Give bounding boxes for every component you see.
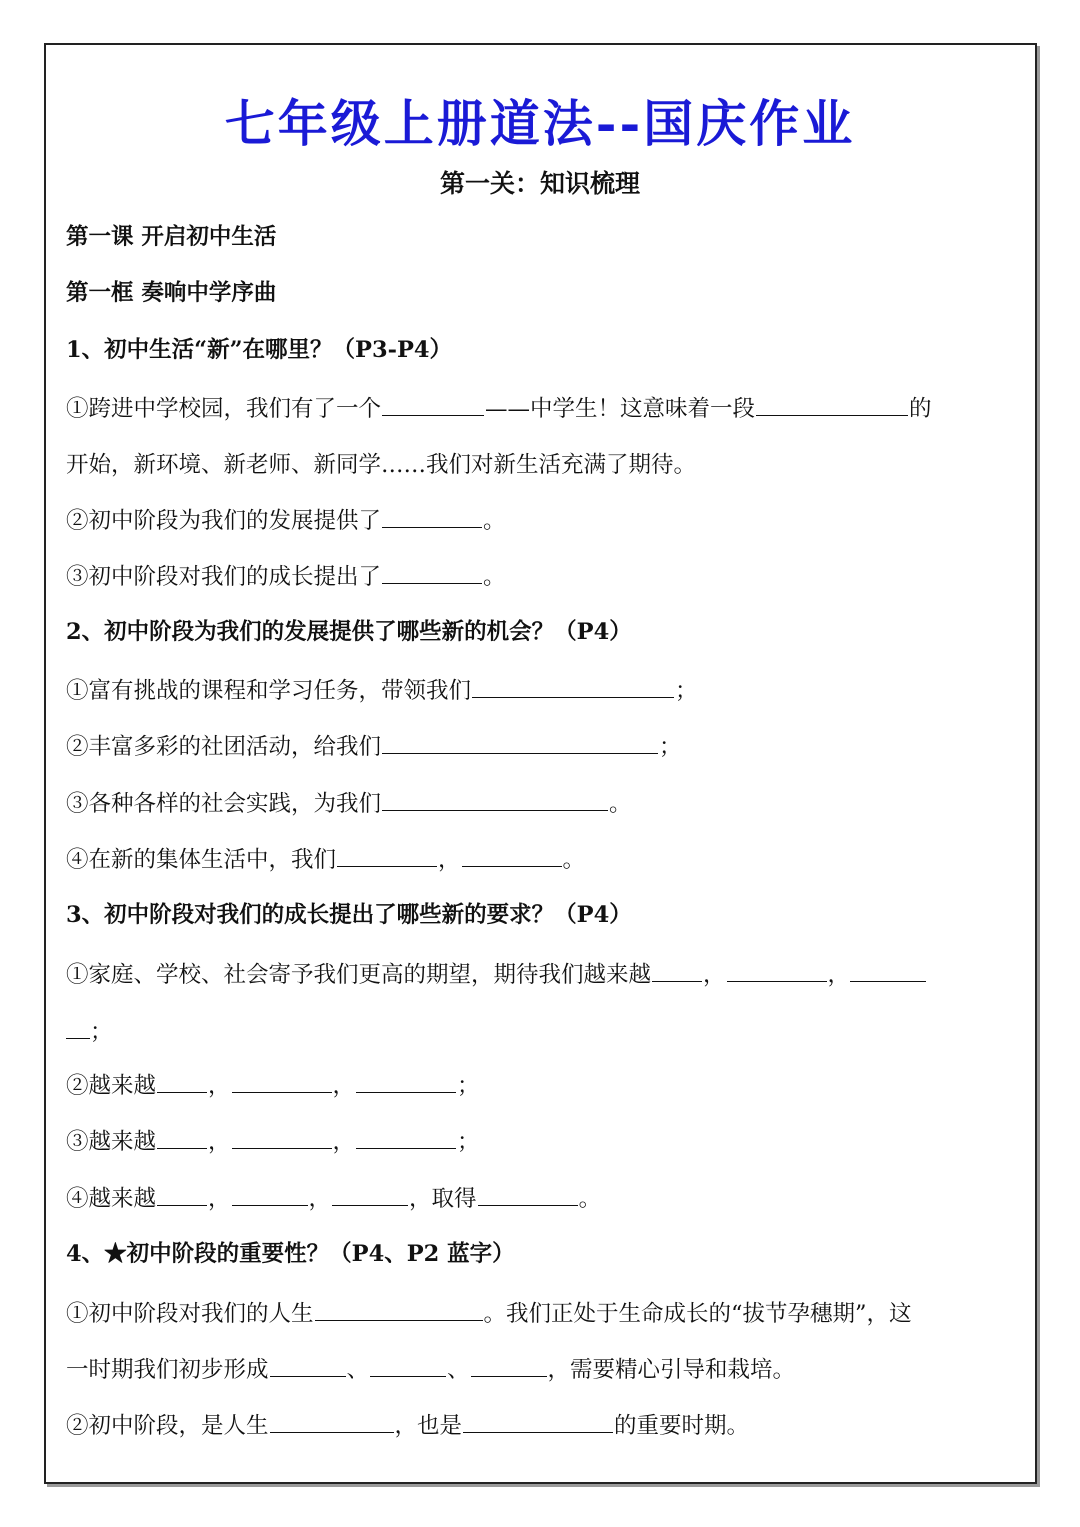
question-3-heading: 3、初中阶段对我们的成长提出了哪些新的要求？（P4） (66, 902, 632, 928)
question-4-heading: 4、★初中阶段的重要性？（P4、P2 蓝字） (66, 1241, 515, 1267)
answer-blank[interactable] (850, 959, 926, 982)
question-2-item-2: ②丰富多彩的社团活动，给我们 ； (66, 731, 682, 762)
answer-blank[interactable] (232, 1126, 332, 1149)
question-2-item-1: ①富有挑战的课程和学习任务，带领我们 ； (66, 675, 698, 706)
answer-blank[interactable] (462, 844, 562, 867)
answer-blank[interactable] (382, 393, 484, 416)
answer-blank[interactable] (232, 1070, 332, 1093)
answer-blank[interactable] (332, 1183, 408, 1206)
answer-blank[interactable] (270, 1410, 394, 1433)
page-title: 七年级上册道法--国庆作业 (224, 94, 856, 153)
question-2-item-3: ③各种各样的社会实践，为我们 。 (66, 788, 632, 819)
question-4-item-1-cont: 一时期我们初步形成 、 、 ，需要精心引导和栽培。 (66, 1354, 795, 1385)
answer-blank[interactable] (157, 1183, 207, 1206)
question-3-item-1-cont: ； (66, 1016, 113, 1047)
question-2-heading: 2、初中阶段为我们的发展提供了哪些新的机会？（P4） (66, 619, 632, 645)
answer-blank[interactable] (337, 844, 437, 867)
question-4-item-2: ②初中阶段，是人生 ，也是 的重要时期。 (66, 1410, 749, 1441)
question-1-heading: 1、初中生活“新”在哪里？（P3-P4） (66, 337, 453, 363)
question-3-item-1: ①家庭、学校、社会寄予我们更高的期望，期待我们越来越 ， ， (66, 959, 926, 990)
answer-blank[interactable] (756, 393, 908, 416)
answer-blank[interactable] (478, 1183, 578, 1206)
answer-blank[interactable] (463, 1410, 613, 1433)
answer-blank[interactable] (382, 561, 482, 584)
answer-blank[interactable] (157, 1126, 207, 1149)
question-1-item-1-cont: 开始，新环境、新老师、新同学……我们对新生活充满了期待。 (66, 452, 697, 478)
answer-blank[interactable] (370, 1354, 446, 1377)
question-1-item-1: ①跨进中学校园，我们有了一个 ——中学生！这意味着一段 的 (66, 393, 932, 424)
question-3-item-2: ②越来越 ， ， ； (66, 1070, 480, 1101)
page-subtitle: 第一关：知识梳理 (439, 169, 640, 198)
question-4-item-1: ①初中阶段对我们的人生 。我们正处于生命成长的“拔节孕穗期”，这 (66, 1298, 912, 1329)
answer-blank[interactable] (727, 959, 827, 982)
answer-blank[interactable] (157, 1070, 207, 1093)
answer-blank[interactable] (382, 788, 608, 811)
frame-heading: 第一框 奏响中学序曲 (66, 280, 277, 306)
answer-blank[interactable] (66, 1016, 90, 1039)
question-3-item-4: ④越来越 ， ， ，取得 。 (66, 1183, 601, 1214)
question-1-item-3: ③初中阶段对我们的成长提出了 。 (66, 561, 506, 592)
answer-blank[interactable] (382, 505, 482, 528)
answer-blank[interactable] (232, 1183, 308, 1206)
answer-blank[interactable] (356, 1126, 456, 1149)
answer-blank[interactable] (315, 1298, 483, 1321)
question-3-item-3: ③越来越 ， ， ； (66, 1126, 480, 1157)
answer-blank[interactable] (382, 731, 658, 754)
question-1-item-2: ②初中阶段为我们的发展提供了 。 (66, 505, 506, 536)
answer-blank[interactable] (270, 1354, 346, 1377)
answer-blank[interactable] (356, 1070, 456, 1093)
answer-blank[interactable] (472, 675, 674, 698)
answer-blank[interactable] (471, 1354, 547, 1377)
answer-blank[interactable] (652, 959, 702, 982)
question-2-item-4: ④在新的集体生活中，我们 ， 。 (66, 844, 585, 875)
lesson-heading: 第一课 开启初中生活 (66, 224, 277, 250)
